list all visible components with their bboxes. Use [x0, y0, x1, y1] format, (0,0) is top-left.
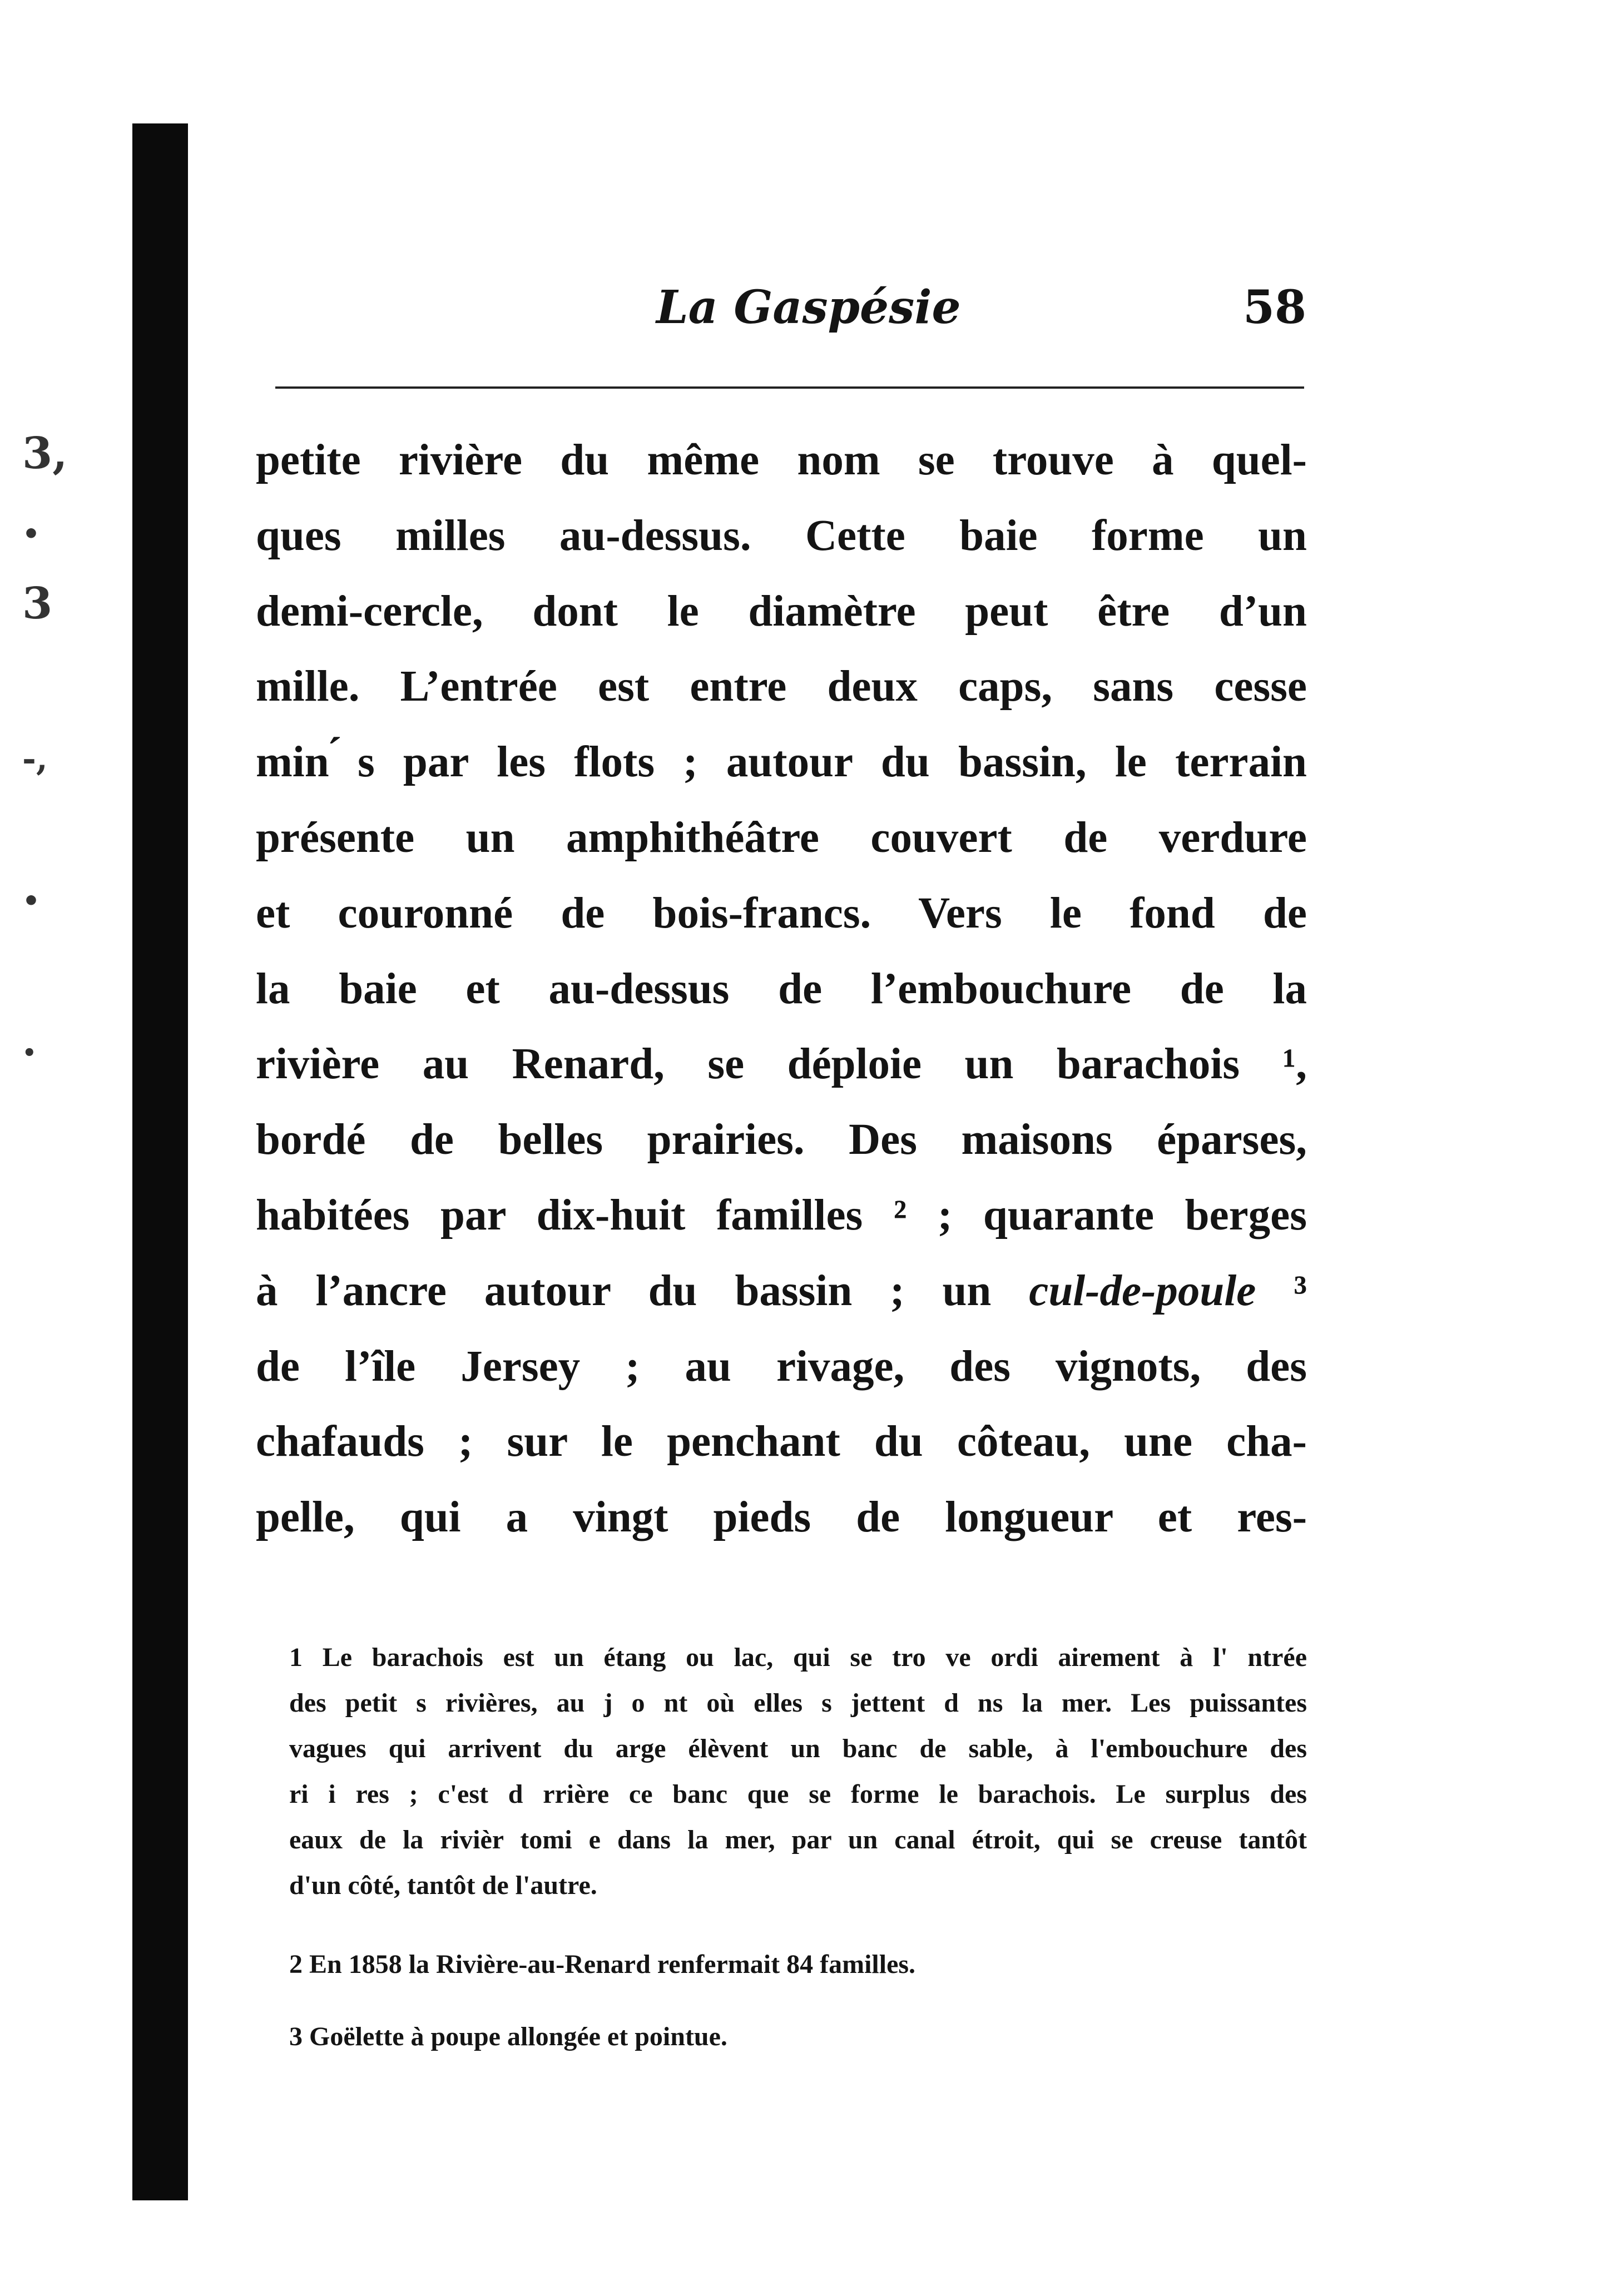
- body-line: présente un amphithéâtre couvert de verdure: [256, 813, 1307, 862]
- body-line: mille. L’entrée est entre deux caps, sans cesse: [256, 662, 1307, 711]
- body-line: petite rivière du même nom se trouve à quel-: [256, 436, 1307, 484]
- footnotes: [289, 1635, 1307, 2060]
- footnote-line: des petit s rivières, au j o nt où elles s jettent d ns la mer. Les puissantes: [289, 1688, 1307, 1718]
- italic-term: cul-de-poule: [1029, 1266, 1256, 1315]
- body-line: pelle, qui a vingt pieds de longueur et res-: [256, 1493, 1307, 1542]
- footnote-line: vagues qui arrivent du arge élèvent un banc de sable, à l'embouchure des: [289, 1734, 1307, 1763]
- body-line: rivière au Renard, se déploie un barachois ¹,: [256, 1040, 1307, 1089]
- body-line: la baie et au-dessus de l’embouchure de la: [256, 964, 1307, 1013]
- binding-gutter-shadow: [132, 123, 188, 2200]
- margin-mark: 3: [22, 578, 53, 629]
- body-line: ques milles au-dessus. Cette baie forme un: [256, 511, 1307, 560]
- page-number: 58: [1243, 281, 1307, 334]
- footnote-2: 2 En 1858 la Rivière-au-Renard renfermait 84 familles.: [289, 1950, 916, 1979]
- body-line: habitées par dix-huit familles ² ; quarante berges: [256, 1191, 1307, 1239]
- body-line: et couronné de bois-francs. Vers le fond de: [256, 889, 1307, 938]
- footnote-ref: ³: [1256, 1266, 1307, 1315]
- header-rule: [275, 386, 1304, 389]
- margin-mark: -,: [22, 740, 48, 778]
- footnote-3: 3 Goëlette à poupe allongée et pointue.: [289, 2022, 727, 2051]
- body-text: [256, 423, 1307, 1555]
- footnote-line: eaux de la rivièr tomi e dans la mer, par un canal étroit, qui se creuse tantôt: [289, 1825, 1307, 1854]
- margin-mark: 3,: [22, 428, 68, 479]
- running-title: La Gaspésie: [656, 281, 961, 334]
- footnote-line: 1 Le barachois est un étang ou lac, qui se tro ve ordi airement à l' ntrée: [289, 1643, 1307, 1672]
- margin-mark: •: [22, 1040, 37, 1066]
- body-line: bordé de belles prairies. Des maisons éparses,: [256, 1115, 1307, 1164]
- body-line: min ́s par les flots ; autour du bassin, le terrain: [256, 738, 1307, 787]
- body-line: chafauds ; sur le penchant du côteau, une cha-: [256, 1417, 1307, 1466]
- margin-mark: •: [22, 517, 40, 550]
- margin-mark: •: [22, 884, 40, 917]
- footnote-line: d'un côté, tantôt de l'autre.: [289, 1871, 597, 1900]
- body-line: de l’île Jersey ; au rivage, des vignots, des: [256, 1342, 1307, 1391]
- body-line: demi-cercle, dont le diamètre peut être d’un: [256, 587, 1307, 636]
- body-line: [256, 1253, 1307, 1329]
- footnote-line: ri i res ; c'est d rrière ce banc que se forme le barachois. Le surplus des: [289, 1779, 1307, 1809]
- body-line-text: à l’ancre autour du bassin ; un: [256, 1266, 992, 1315]
